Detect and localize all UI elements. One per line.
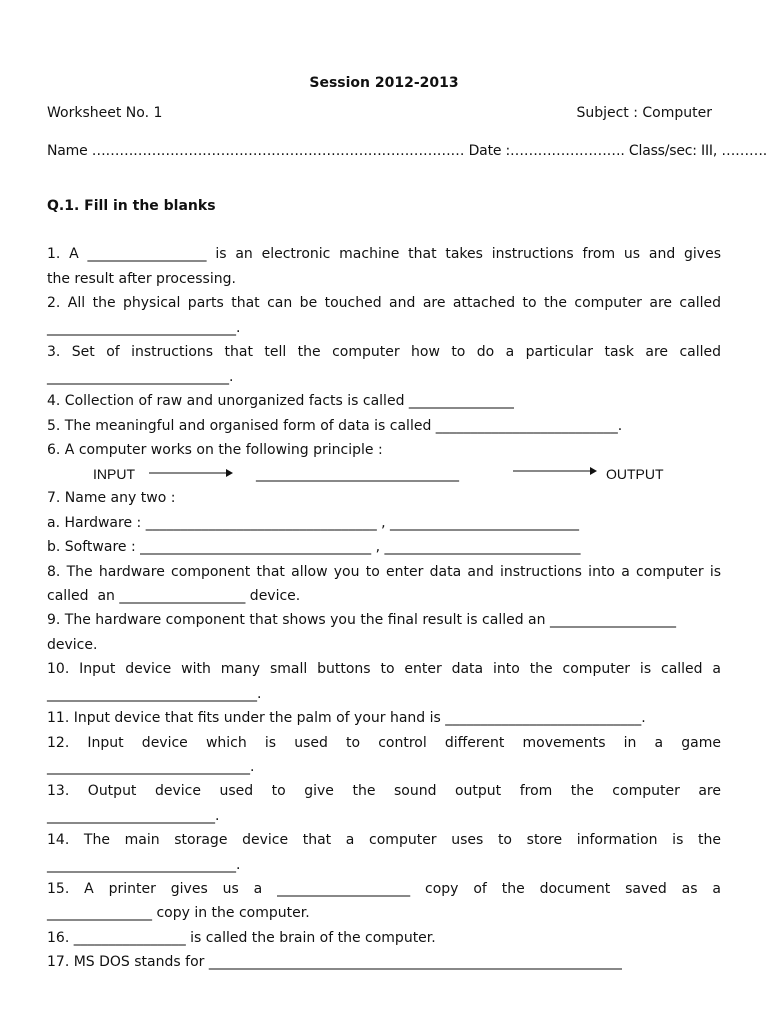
input-label: INPUT [93, 466, 135, 482]
question-line: 16. ________________ is called the brain of the computer. [47, 930, 436, 946]
question-line: ________________________. [47, 808, 220, 824]
question-line: _______________ copy in the computer. [47, 905, 310, 921]
question-line: 4. Collection of raw and unorganized facts is called _______________ [47, 393, 514, 409]
question-line: 1. A _________________ is an electronic machine that takes instructions from us and gives [47, 246, 721, 262]
principle-blank: _____________________________ [256, 466, 459, 482]
question-line: 2. All the physical parts that can be touched and are attached to the computer are called [47, 295, 721, 311]
question-line: ______________________________. [47, 686, 262, 702]
output-label: OUTPUT [606, 466, 664, 482]
question-line: b. Software : _________________________________ , ____________________________ [47, 539, 581, 555]
question-line: 11. Input device that fits under the palm of your hand is ____________________________. [47, 710, 646, 726]
question-line: 17. MS DOS stands for ___________________________________________________________ [47, 954, 622, 970]
question-line: ___________________________. [47, 320, 241, 336]
question-line: __________________________. [47, 369, 234, 385]
session-title: Session 2012-2013 [309, 75, 459, 91]
question-line: 10. Input device with many small buttons to enter data into the computer is called a [47, 661, 721, 677]
question-line: 3. Set of instructions that tell the computer how to do a particular task are called [47, 344, 721, 360]
question-line: device. [47, 637, 98, 653]
question-line: called an __________________ device. [47, 588, 301, 604]
question-line: 9. The hardware component that shows you the final result is called an __________________ [47, 612, 676, 628]
name-date-class-line: Name ……………………………………………………………………… Date :……………………. Class/sec: III, ………. [47, 143, 767, 159]
section-title: Q.1. Fill in the blanks [47, 198, 216, 214]
question-line: 8. The hardware component that allow you to enter data and instructions into a computer is [47, 564, 721, 580]
question-line: 5. The meaningful and organised form of data is called __________________________. [47, 418, 623, 434]
question-line: 6. A computer works on the following principle : [47, 442, 383, 458]
question-line: 15. A printer gives us a ___________________ copy of the document saved as a [47, 881, 721, 897]
worksheet-number: Worksheet No. 1 [47, 105, 163, 121]
question-line: 7. Name any two : [47, 490, 176, 506]
question-line: 13. Output device used to give the sound output from the computer are [47, 783, 721, 799]
question-line: 14. The main storage device that a computer uses to store information is the [47, 832, 721, 848]
arrow-icon [512, 462, 598, 482]
question-line: the result after processing. [47, 271, 236, 287]
question-line: a. Hardware : _________________________________ , ___________________________ [47, 515, 580, 531]
question-line: ___________________________. [47, 857, 241, 873]
question-line: _____________________________. [47, 759, 255, 775]
arrow-icon [148, 464, 234, 484]
subject-label: Subject : Computer [576, 105, 712, 121]
question-line: 12. Input device which is used to control different movements in a game [47, 735, 721, 751]
